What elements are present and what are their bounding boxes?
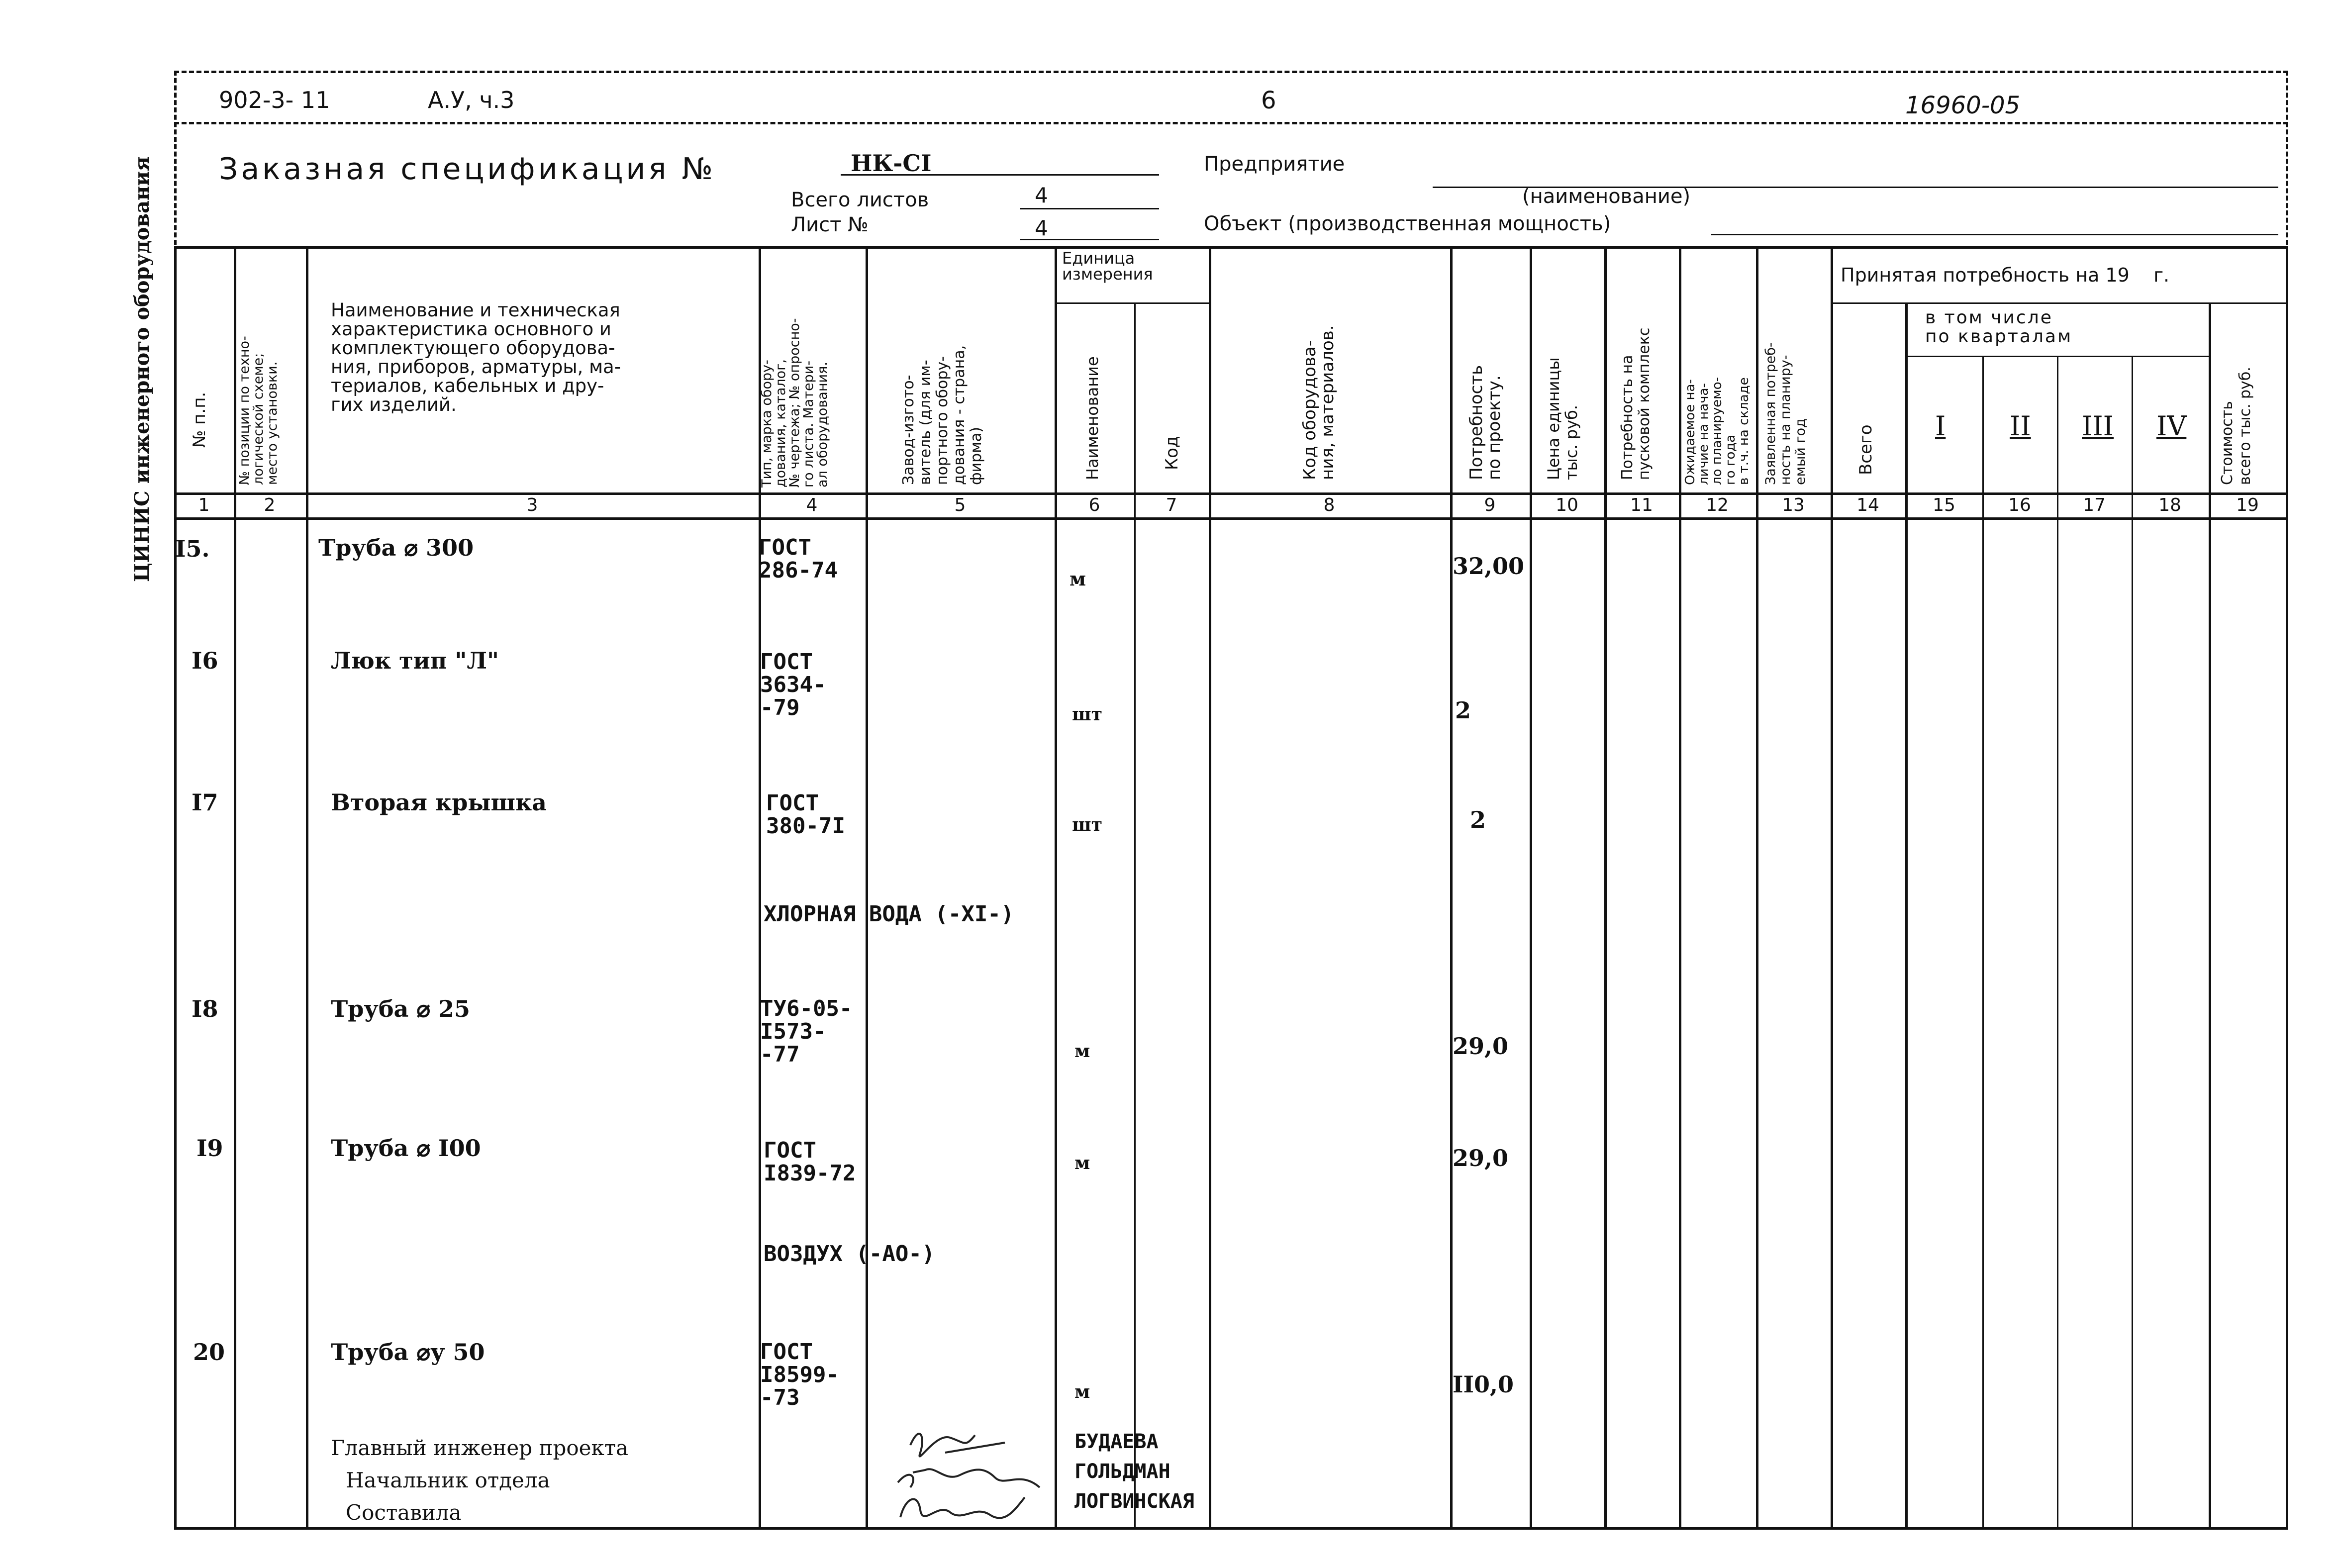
col-8-header: Код оборудова- ния, материалов. xyxy=(1300,325,1338,480)
item-type: ГОСТ 3634- -79 xyxy=(760,649,826,720)
column-number: 7 xyxy=(1166,495,1177,515)
role-department-head: Начальник отдела xyxy=(346,1468,550,1492)
name-caption: (наименование) xyxy=(1522,185,1691,208)
item-name: Люк тип "Л" xyxy=(331,647,499,674)
archive-number: 16960-05 xyxy=(1905,92,2021,119)
signer-name: ЛОГВИНСКАЯ xyxy=(1074,1490,1194,1513)
column-number: 10 xyxy=(1556,495,1578,515)
row-number: I8 xyxy=(192,995,218,1022)
row-number: 20 xyxy=(193,1339,225,1366)
unit-name: м xyxy=(1070,568,1086,590)
col-6-header: Наименование xyxy=(1083,356,1102,480)
item-type: ТУ6-05- I573- -77 xyxy=(760,996,853,1067)
doc-part: А.У, ч.3 xyxy=(428,87,515,113)
total-sheets: 4 xyxy=(1035,183,1048,207)
column-number: 5 xyxy=(954,495,966,515)
row-number: I5. xyxy=(175,535,210,562)
project-qty: 32,00 xyxy=(1453,553,1525,580)
column-number: 14 xyxy=(1856,495,1879,515)
handwritten-signatures xyxy=(890,1418,1055,1527)
signer-name: ГОЛЬДМАН xyxy=(1074,1460,1170,1483)
role-chief-engineer: Главный инженер проекта xyxy=(331,1436,629,1460)
row-number: I9 xyxy=(196,1135,223,1162)
accepted-need-header: Принятая потребность на 19 г. xyxy=(1841,264,2170,286)
section-heading: ХЛОРНАЯ ВОДА (-XI-) xyxy=(764,901,1014,927)
column-number: 1 xyxy=(198,495,210,515)
col-5-header: Завод-изгото- витель (для им- портного обору- дования - страна, фирма) xyxy=(900,345,985,485)
item-type: ГОСТ 286-74 xyxy=(759,535,838,583)
column-number: 19 xyxy=(2236,495,2259,515)
item-name: Труба ⌀ 300 xyxy=(318,534,474,561)
side-stamp: ЦИНИС инженерного оборудования xyxy=(130,156,154,582)
column-number: 17 xyxy=(2083,495,2106,515)
col-13-header: Заявленная потреб- ность на планиру- емый год xyxy=(1763,342,1808,485)
unit-name: шт xyxy=(1072,814,1102,835)
project-qty: 2 xyxy=(1455,697,1471,724)
item-name: Труба ⌀ I00 xyxy=(331,1135,481,1162)
section-heading: ВОЗДУХ (-АО-) xyxy=(764,1241,935,1267)
spec-number: НК-СI xyxy=(851,150,932,177)
row-number: I7 xyxy=(192,789,218,816)
project-qty: II0,0 xyxy=(1453,1371,1514,1398)
column-number: 8 xyxy=(1323,495,1335,515)
unit-name: м xyxy=(1074,1153,1090,1174)
sheet-no: 4 xyxy=(1035,216,1048,240)
column-number: 2 xyxy=(264,495,276,515)
quarter-2-header: II xyxy=(2010,410,2031,442)
enterprise-label: Предприятие xyxy=(1204,153,1345,176)
project-qty: 2 xyxy=(1470,806,1486,833)
col-7-header: Код xyxy=(1162,436,1182,470)
col-19-header: Стоимость всего тыс. руб. xyxy=(2219,367,2254,485)
role-compiler: Составила xyxy=(346,1500,462,1525)
col-11-header: Потребность на пусковой комплекс xyxy=(1619,327,1653,480)
column-number: 3 xyxy=(526,495,538,515)
quarter-4-header: IV xyxy=(2156,410,2187,442)
col-9-header: Потребность по проекту. xyxy=(1466,365,1504,480)
column-number: 13 xyxy=(1782,495,1805,515)
item-type: ГОСТ I8599- -73 xyxy=(760,1339,839,1410)
unit-name: м xyxy=(1074,1381,1090,1402)
item-type: ГОСТ 380-7I xyxy=(766,790,845,839)
column-number: 6 xyxy=(1088,495,1100,515)
column-number: 12 xyxy=(1706,495,1729,515)
signer-name: БУДАЕВА xyxy=(1074,1430,1159,1453)
unit-name: м xyxy=(1074,1041,1090,1062)
row-number: I6 xyxy=(192,647,218,674)
sheet-number: 6 xyxy=(1261,87,1276,114)
column-number: 9 xyxy=(1484,495,1496,515)
quarter-1-header: I xyxy=(1935,410,1946,442)
item-name: Труба ⌀у 50 xyxy=(331,1339,485,1366)
object-label: Объект (производственная мощность) xyxy=(1204,212,1611,235)
col-12-header: Ожидаемое на- личие на нача- ло планируемо- го года в т.ч. на складе xyxy=(1683,377,1752,485)
col-3-header: Наименование и техническая характеристика основного и комплектующего оборудова- ния, приборов, арматуры, ма- териалов, кабельных и дру- гих изделий. xyxy=(331,299,621,415)
unit-name: шт xyxy=(1072,704,1102,725)
column-number: 16 xyxy=(2008,495,2031,515)
item-name: Вторая крышка xyxy=(331,789,547,816)
column-number: 18 xyxy=(2158,495,2181,515)
column-number: 11 xyxy=(1630,495,1653,515)
project-qty: 29,0 xyxy=(1453,1145,1509,1172)
spec-title: Заказная спецификация № xyxy=(219,152,716,187)
col-14-header: Всего xyxy=(1856,424,1876,475)
col-4-header: Тип, марка обору- дования, каталог, № чертежа; № опросно- го листа. Матери- ал оборудования. xyxy=(759,318,830,488)
col-6-group-header: Единица измерения xyxy=(1062,249,1153,284)
sheet-label: Лист № xyxy=(791,213,869,236)
total-sheets-label: Всего листов xyxy=(791,189,929,211)
item-type: ГОСТ I839-72 xyxy=(764,1138,856,1186)
col-1-header: № п.п. xyxy=(190,392,209,448)
quarters-group-header: в том числе по кварталам xyxy=(1925,307,2073,347)
column-number: 4 xyxy=(806,495,818,515)
project-qty: 29,0 xyxy=(1453,1033,1509,1060)
col-2-header: № позиции по техно- логической схеме; место установки. xyxy=(237,336,280,485)
quarter-3-header: III xyxy=(2082,410,2114,442)
item-name: Труба ⌀ 25 xyxy=(331,995,471,1022)
col-10-header: Цена единицы тыс. руб. xyxy=(1544,357,1581,480)
doc-code: 902-3- 11 xyxy=(219,87,330,113)
column-number: 15 xyxy=(1933,495,1955,515)
